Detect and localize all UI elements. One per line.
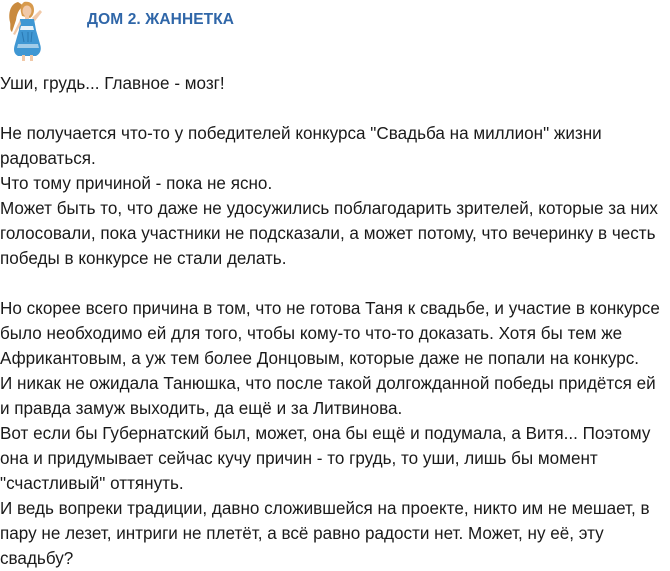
post-paragraph: Вот если бы Губернатский был, может, она бы ещё и подумала, а Витя... Поэтому она и придумывает сейчас кучу причин - то грудь, то уши, лишь бы момент "счастливый" оттянуть.: [0, 424, 651, 493]
woman-in-blue-dress-avatar-icon: [0, 0, 56, 62]
post-header: [0, 0, 670, 62]
post-paragraph: Что тому причиной - пока не ясно.: [0, 174, 273, 193]
post-title: Уши, грудь... Главное - мозг!: [0, 74, 225, 93]
author-name[interactable]: ДОМ 2. ЖАННЕТКА: [87, 11, 235, 28]
post-paragraph: И ведь вопреки традиции, давно сложившейся на проекте, никто им не мешает, в пару не лезет, интриги не плетёт, а всё равно радости нет. Может, ну её, эту свадьбу?: [0, 499, 650, 568]
post-paragraph: И никак не ожидала Танюшка, что после такой долгожданной победы придётся ей и правда замуж выходить, да ещё и за Литвинова.: [0, 374, 656, 418]
post-body: [0, 71, 668, 571]
post-paragraph: Может быть то, что даже не удосужились поблагодарить зрителей, которые за них голосовали, пока участники не подсказали, а может потому, что вечеринку в честь победы в конкурсе не стали делать.: [0, 199, 658, 268]
post-paragraph: Не получается что-то у победителей конкурса "Свадьба на миллион" жизни радоваться.: [0, 124, 602, 168]
author-avatar[interactable]: [0, 0, 56, 62]
spacer: [0, 96, 668, 121]
post-paragraph: Но скорее всего причина в том, что не готова Таня к свадьбе, и участие в конкурсе было необходимо ей для того, чтобы кому-то что-то доказать. Хотя бы тем же Африкантовым, а уж тем более Донцовым, которые даже не попали на конкурс.: [0, 299, 660, 368]
spacer: [0, 271, 668, 296]
